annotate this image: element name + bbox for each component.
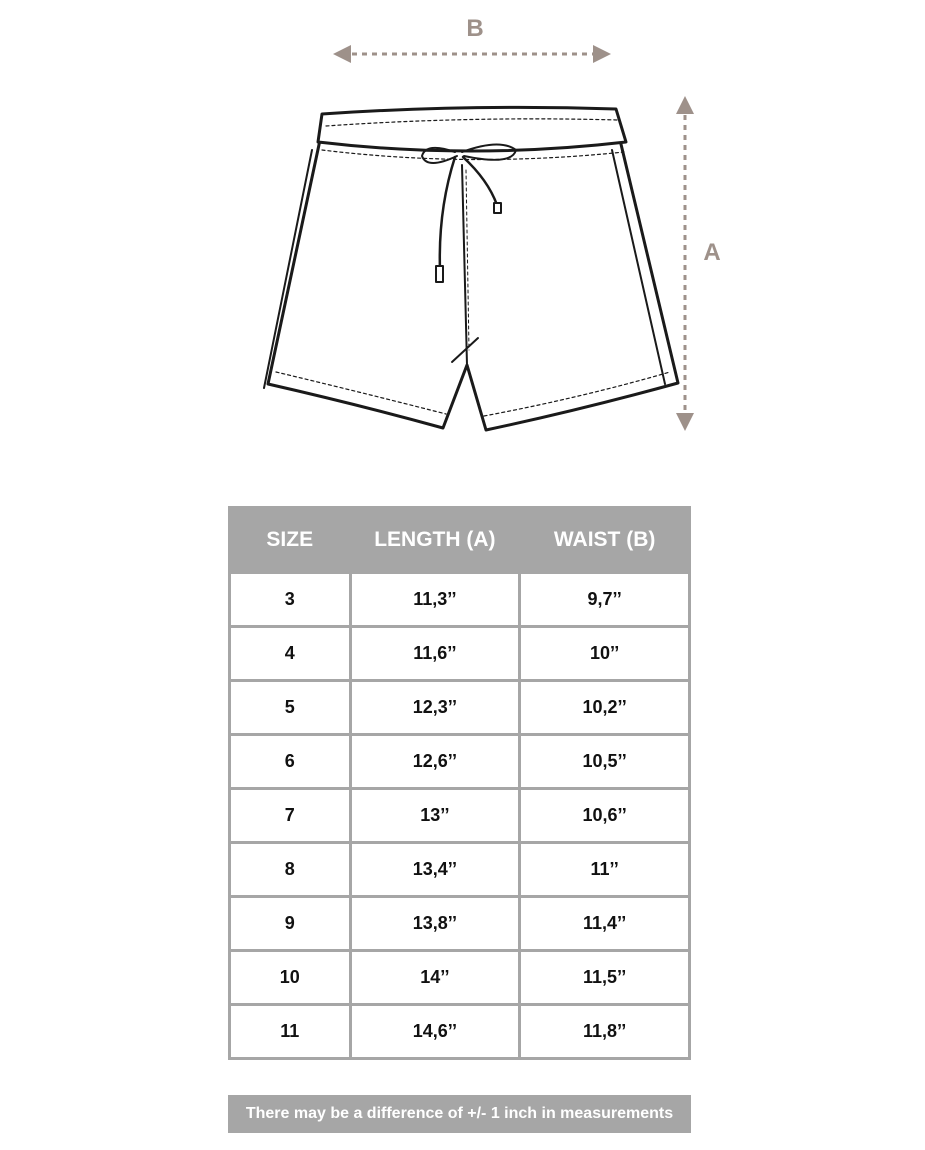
length-dimension-label: A bbox=[703, 239, 721, 266]
table-row bbox=[231, 736, 688, 787]
length-cell: 12,6’’ bbox=[352, 736, 519, 787]
size-chart-table bbox=[228, 506, 691, 1060]
shorts-diagram bbox=[0, 0, 925, 470]
length-cell: 11,3’’ bbox=[352, 574, 519, 625]
size-cell: 11 bbox=[231, 1006, 349, 1057]
shorts-outline bbox=[264, 107, 678, 430]
length-cell: 13,4’’ bbox=[352, 844, 519, 895]
waist-cell: 10’’ bbox=[521, 628, 688, 679]
table-row bbox=[231, 952, 688, 1003]
measurement-disclaimer: There may be a difference of +/- 1 inch in measurements bbox=[228, 1095, 691, 1133]
table-row bbox=[231, 790, 688, 841]
length-cell: 11,6’’ bbox=[352, 628, 519, 679]
size-cell: 9 bbox=[231, 898, 349, 949]
table-row bbox=[231, 1006, 688, 1057]
table-row bbox=[231, 844, 688, 895]
size-cell: 3 bbox=[231, 574, 349, 625]
table-row bbox=[231, 898, 688, 949]
width-dimension-label: B bbox=[466, 15, 484, 42]
table-row bbox=[231, 574, 688, 625]
size-cell: 4 bbox=[231, 628, 349, 679]
waist-cell: 11,4’’ bbox=[521, 898, 688, 949]
waist-cell: 11’’ bbox=[521, 844, 688, 895]
size-cell: 10 bbox=[231, 952, 349, 1003]
size-cell: 6 bbox=[231, 736, 349, 787]
size-chart-table-container bbox=[228, 506, 691, 1060]
header-waist: WAIST (B) bbox=[521, 509, 688, 571]
size-cell: 7 bbox=[231, 790, 349, 841]
length-cell: 13’’ bbox=[352, 790, 519, 841]
header-size: SIZE bbox=[231, 509, 349, 571]
waist-cell: 10,6’’ bbox=[521, 790, 688, 841]
size-cell: 8 bbox=[231, 844, 349, 895]
waist-cell: 9,7’’ bbox=[521, 574, 688, 625]
header-length: LENGTH (A) bbox=[352, 509, 519, 571]
waist-cell: 11,5’’ bbox=[521, 952, 688, 1003]
waist-cell: 10,5’’ bbox=[521, 736, 688, 787]
length-cell: 14’’ bbox=[352, 952, 519, 1003]
waist-cell: 11,8’’ bbox=[521, 1006, 688, 1057]
length-cell: 12,3’’ bbox=[352, 682, 519, 733]
table-header-row bbox=[231, 509, 688, 571]
waist-cell: 10,2’’ bbox=[521, 682, 688, 733]
size-cell: 5 bbox=[231, 682, 349, 733]
length-cell: 13,8’’ bbox=[352, 898, 519, 949]
length-cell: 14,6’’ bbox=[352, 1006, 519, 1057]
table-row bbox=[231, 682, 688, 733]
table-row bbox=[231, 628, 688, 679]
